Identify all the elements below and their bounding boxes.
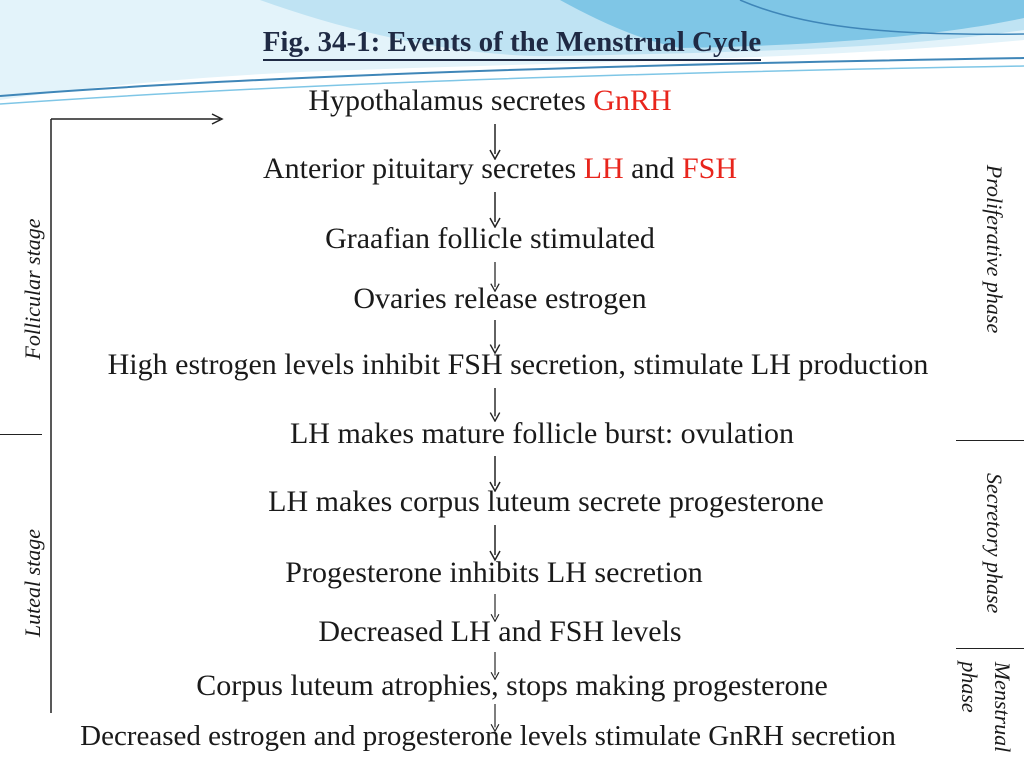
step-ovulation: LH makes mature follicle burst: ovulation	[289, 417, 795, 450]
step-corpus-luteum-atrophies: Corpus luteum atrophies, stops making progesterone	[196, 669, 828, 702]
step-decreased-lh-fsh: Decreased LH and FSH levels	[318, 615, 682, 648]
step-hypothalamus: Hypothalamus secretes GnRH	[308, 84, 672, 117]
step-ovaries-estrogen: Ovaries release estrogen	[353, 282, 647, 315]
step-graafian-follicle: Graafian follicle stimulated	[325, 222, 655, 255]
down-arrow-icon	[488, 524, 502, 562]
step-anterior-pituitary: Anterior pituitary secretes LH and FSH	[262, 152, 738, 185]
proliferative-phase-label: Proliferative phase	[982, 164, 1007, 334]
hormone-lh: LH	[583, 152, 624, 185]
phase-divider-line	[956, 440, 1024, 441]
figure-title: Fig. 34-1: Events of the Menstrual Cycle	[0, 26, 1024, 59]
down-arrow-icon	[488, 652, 502, 680]
feedback-loop-arrow	[40, 105, 230, 715]
hormone-fsh: FSH	[682, 152, 738, 185]
down-arrow-icon	[488, 704, 502, 732]
down-arrow-icon	[488, 192, 502, 228]
down-arrow-icon	[488, 456, 502, 492]
secretory-phase-label: Secretory phase	[982, 473, 1007, 614]
step-progesterone-inhibits: Progesterone inhibits LH secretion	[285, 556, 703, 589]
down-arrow-icon	[488, 388, 502, 422]
step-high-estrogen: High estrogen levels inhibit FSH secretion, stimulate LH production	[107, 348, 929, 381]
menstrual-phase-label: Menstrual	[990, 661, 1015, 753]
step-stimulate-gnrh: Decreased estrogen and progesterone levels stimulate GnRH secretion	[80, 720, 896, 752]
phase-divider-line	[956, 648, 1024, 649]
down-arrow-icon	[488, 594, 502, 622]
follicular-stage-label: Follicular stage	[20, 218, 45, 360]
hormone-gnrh: GnRH	[593, 84, 672, 117]
step-corpus-luteum-progesterone: LH makes corpus luteum secrete progesterone	[268, 485, 824, 518]
down-arrow-icon	[488, 124, 502, 160]
down-arrow-icon	[488, 320, 502, 354]
down-arrow-icon	[488, 262, 502, 292]
luteal-stage-label: Luteal stage	[20, 528, 45, 638]
menstrual-phase-label-2: phase	[957, 661, 982, 713]
stage-divider-line	[0, 434, 42, 435]
